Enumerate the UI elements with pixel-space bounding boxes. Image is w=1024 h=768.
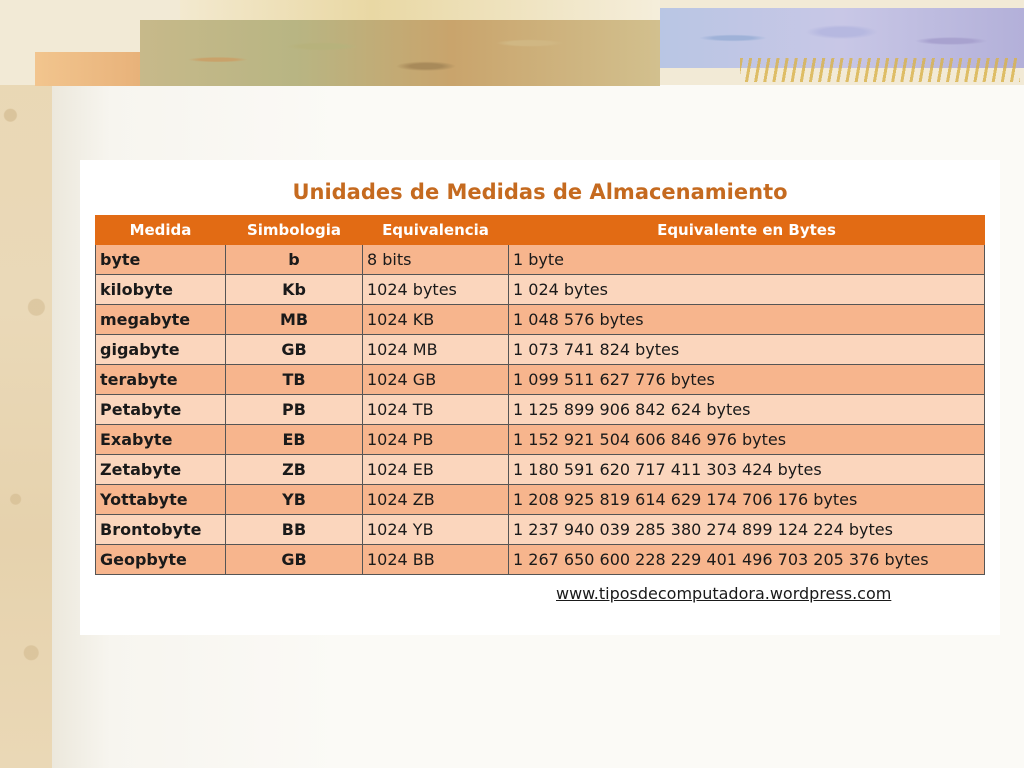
table-row: [96, 275, 985, 305]
table-title: Unidades de Medidas de Almacenamiento: [292, 180, 788, 204]
cell-equivalencia: 1024 MB: [363, 335, 509, 365]
table-row: [96, 245, 985, 275]
cell-bytes: 1 208 925 819 614 629 174 706 176 bytes: [509, 485, 985, 515]
cell-bytes: 1 125 899 906 842 624 bytes: [509, 395, 985, 425]
cell-medida: Exabyte: [96, 425, 226, 455]
header-equivalente-bytes: Equivalente en Bytes: [509, 216, 985, 245]
table-row: [96, 425, 985, 455]
cell-simbologia: MB: [226, 305, 363, 335]
cell-medida: Geopbyte: [96, 545, 226, 575]
cell-bytes: 1 byte: [509, 245, 985, 275]
cell-equivalencia: 1024 bytes: [363, 275, 509, 305]
cell-medida: Petabyte: [96, 395, 226, 425]
banner-image-top: [180, 0, 660, 22]
cell-medida: Yottabyte: [96, 485, 226, 515]
table-row: [96, 485, 985, 515]
cell-bytes: 1 048 576 bytes: [509, 305, 985, 335]
cell-bytes: 1 152 921 504 606 846 976 bytes: [509, 425, 985, 455]
cell-equivalencia: 1024 GB: [363, 365, 509, 395]
table-row: [96, 455, 985, 485]
cell-medida: byte: [96, 245, 226, 275]
cell-simbologia: GB: [226, 545, 363, 575]
cell-simbologia: YB: [226, 485, 363, 515]
cell-medida: Brontobyte: [96, 515, 226, 545]
cell-medida: megabyte: [96, 305, 226, 335]
cell-equivalencia: 1024 ZB: [363, 485, 509, 515]
storage-units-table: [95, 215, 985, 575]
table-row: [96, 305, 985, 335]
table-row: [96, 395, 985, 425]
cell-equivalencia: 1024 KB: [363, 305, 509, 335]
cell-equivalencia: 1024 YB: [363, 515, 509, 545]
cell-equivalencia: 1024 BB: [363, 545, 509, 575]
banner-grass-image: [740, 58, 1020, 82]
cell-bytes: 1 099 511 627 776 bytes: [509, 365, 985, 395]
cell-equivalencia: 1024 PB: [363, 425, 509, 455]
header-simbologia: Simbologia: [226, 216, 363, 245]
table-row: [96, 365, 985, 395]
cell-simbologia: GB: [226, 335, 363, 365]
table-row: [96, 545, 985, 575]
cell-simbologia: Kb: [226, 275, 363, 305]
cell-simbologia: EB: [226, 425, 363, 455]
cell-medida: terabyte: [96, 365, 226, 395]
cell-medida: gigabyte: [96, 335, 226, 365]
header-equivalencia: Equivalencia: [363, 216, 509, 245]
cell-simbologia: PB: [226, 395, 363, 425]
banner-leaves-image: [140, 20, 660, 86]
cell-simbologia: b: [226, 245, 363, 275]
table-row: [96, 515, 985, 545]
cell-equivalencia: 8 bits: [363, 245, 509, 275]
cell-equivalencia: 1024 EB: [363, 455, 509, 485]
cell-bytes: 1 073 741 824 bytes: [509, 335, 985, 365]
parchment-strip: [0, 0, 52, 768]
source-link[interactable]: www.tiposdecomputadora.wordpress.com: [556, 584, 892, 603]
cell-bytes: 1 024 bytes: [509, 275, 985, 305]
banner-accent-strip: [35, 52, 140, 86]
cell-bytes: 1 267 650 600 228 229 401 496 703 205 376 bytes: [509, 545, 985, 575]
cell-bytes: 1 237 940 039 285 380 274 899 124 224 bytes: [509, 515, 985, 545]
cell-equivalencia: 1024 TB: [363, 395, 509, 425]
table-row: [96, 335, 985, 365]
cell-simbologia: ZB: [226, 455, 363, 485]
cell-medida: kilobyte: [96, 275, 226, 305]
decorative-banner: [0, 0, 1024, 85]
cell-medida: Zetabyte: [96, 455, 226, 485]
cell-simbologia: BB: [226, 515, 363, 545]
cell-bytes: 1 180 591 620 717 411 303 424 bytes: [509, 455, 985, 485]
cell-simbologia: TB: [226, 365, 363, 395]
table-header-row: [96, 216, 985, 245]
header-medida: Medida: [96, 216, 226, 245]
